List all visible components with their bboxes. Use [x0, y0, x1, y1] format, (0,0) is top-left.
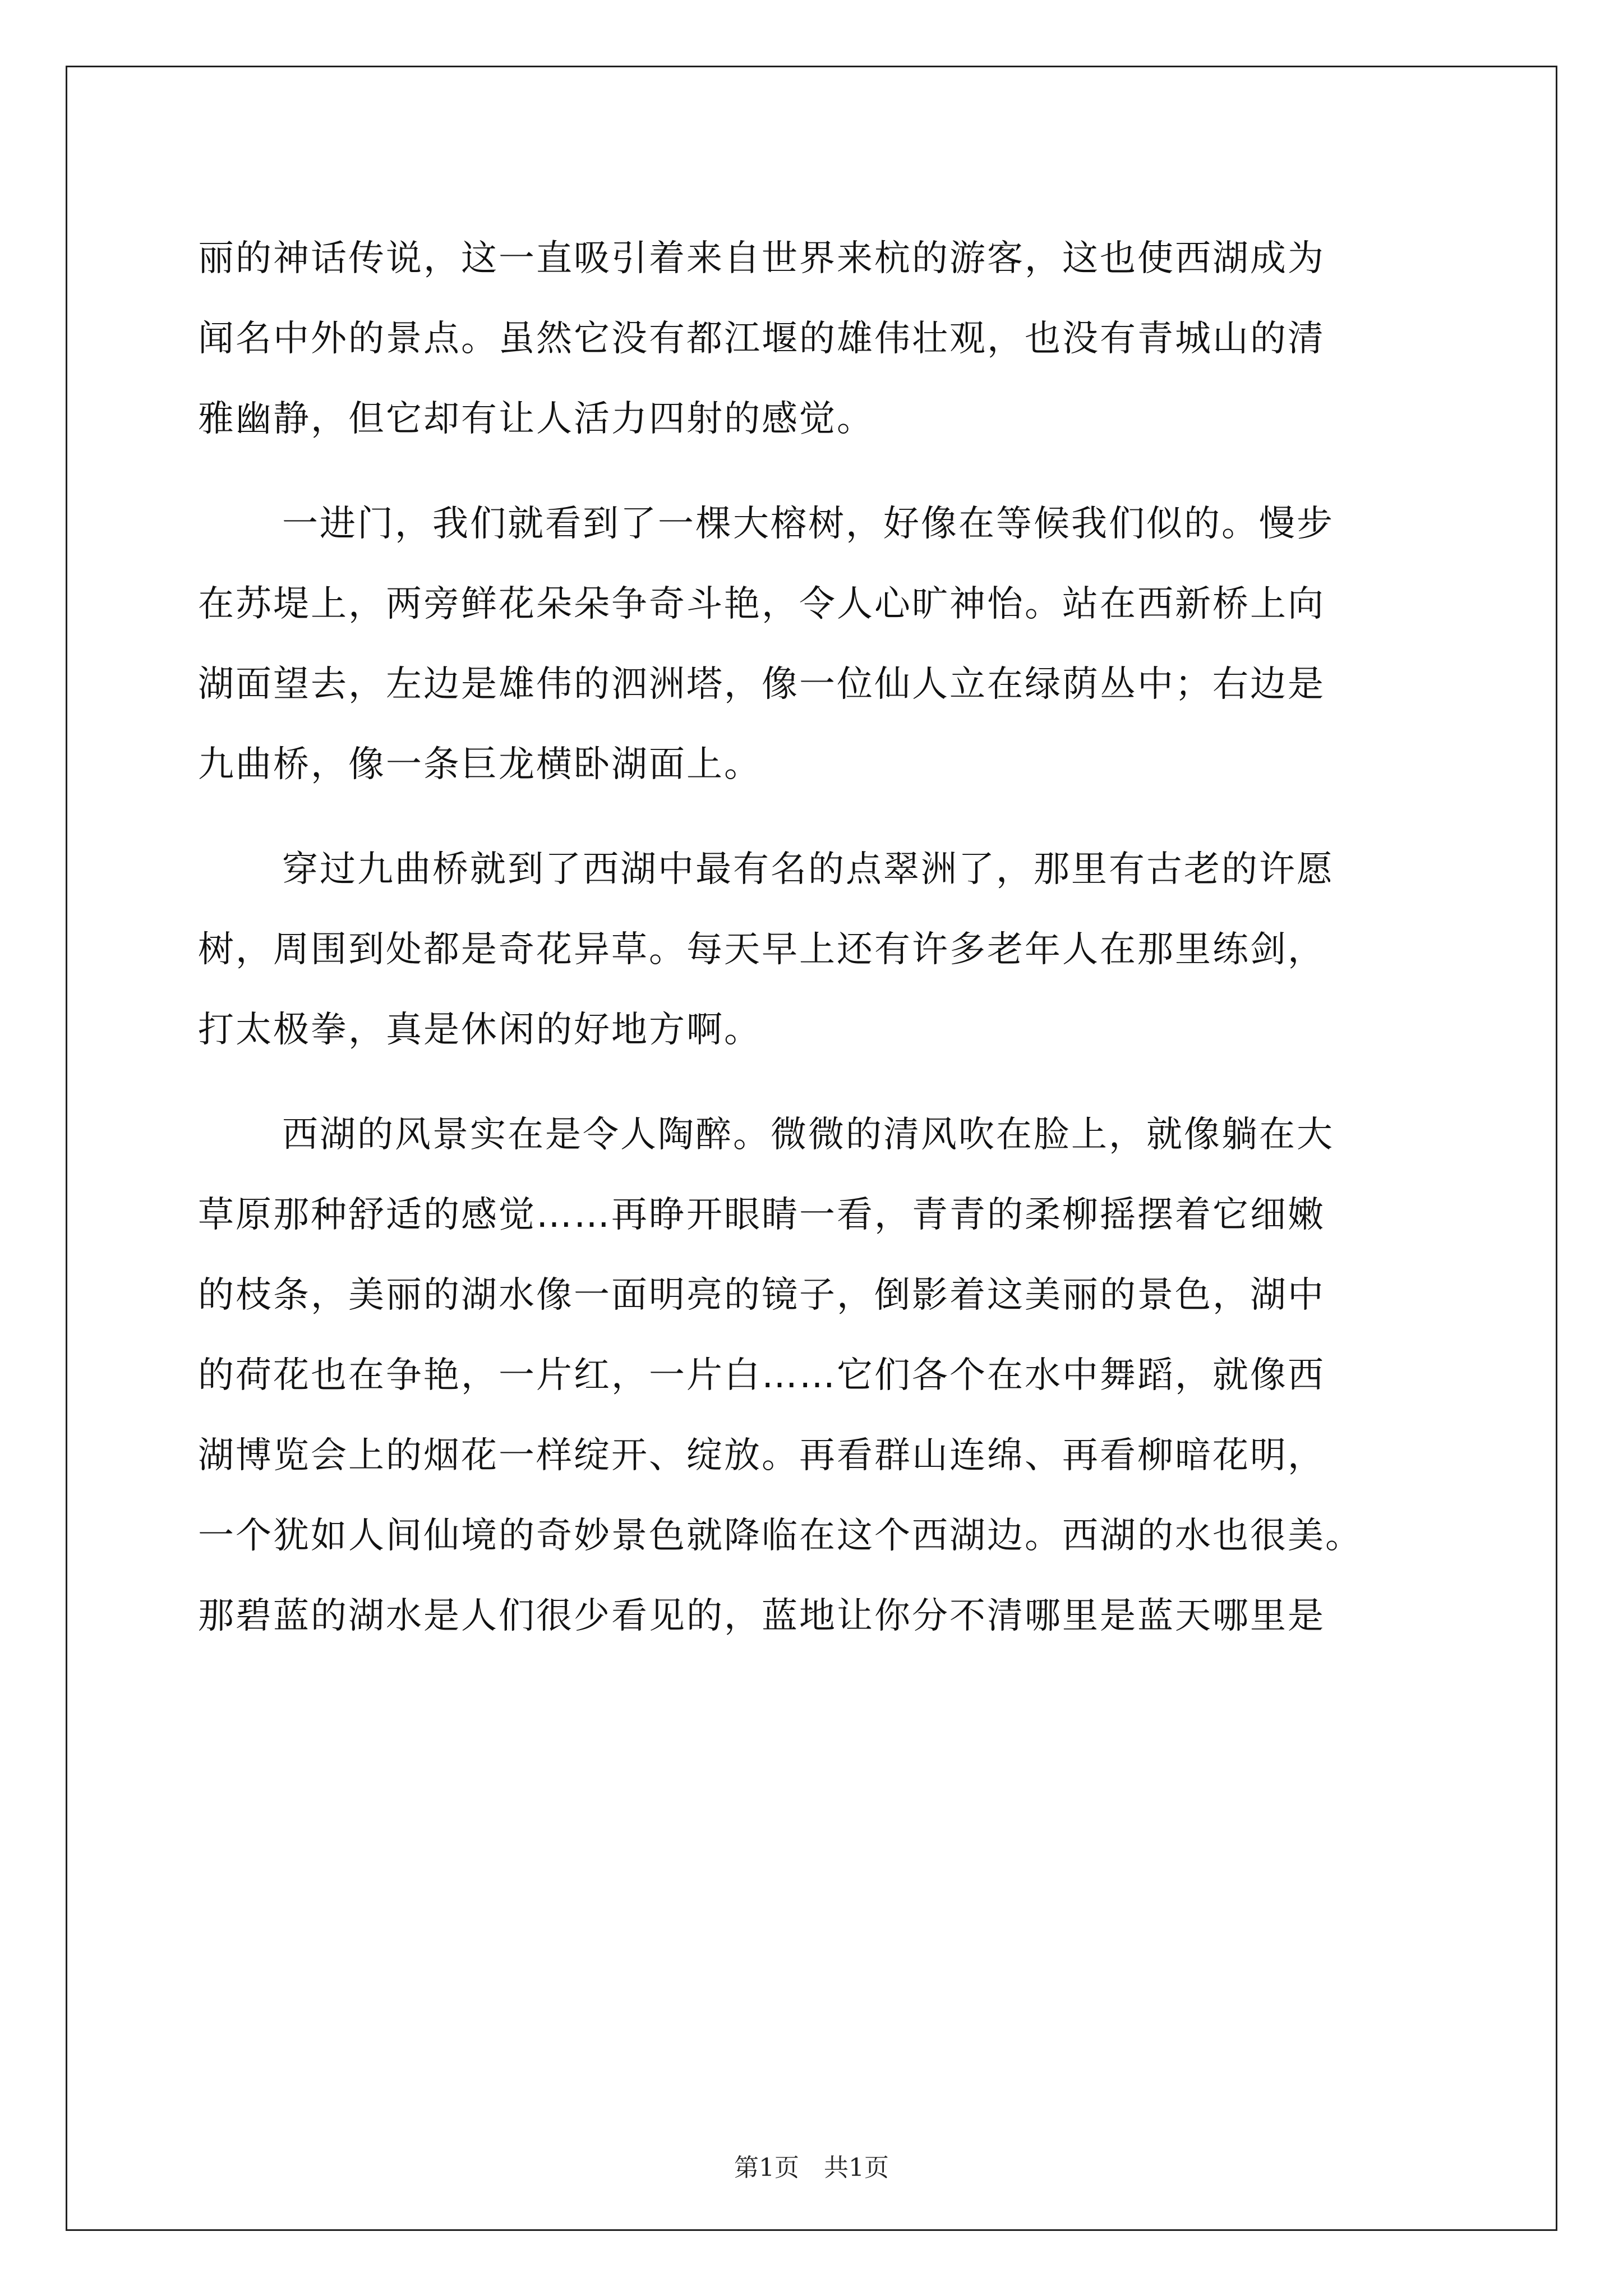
- text-line: 那碧蓝的湖水是人们很少看见的，蓝地让你分不清哪里是蓝天哪里是: [198, 1595, 1325, 1637]
- text-line: 一个犹如人间仙境的奇妙景色就降临在这个西湖边。西湖的水也很美。: [198, 1515, 1363, 1557]
- paragraph: [198, 1095, 1437, 1657]
- paragraph: [198, 219, 1437, 459]
- text-line: 雅幽静，但它却有让人活力四射的感觉。: [198, 398, 874, 440]
- text-line: 九曲桥，像一条巨龙横卧湖面上。: [198, 744, 762, 785]
- paragraph-gap: [198, 459, 1437, 484]
- text-line: 树，周围到处都是奇花异草。每天早上还有许多老年人在那里练剑，: [198, 929, 1325, 970]
- text-line: 湖博览会上的烟花一样绽开、绽放。再看群山连绵、再看柳暗花明，: [198, 1435, 1325, 1476]
- text-line: 草原那种舒适的感觉……再睁开眼睛一看，青青的柔柳摇摆着它细嫩: [198, 1194, 1325, 1236]
- paragraph-gap: [198, 1070, 1437, 1095]
- text-line: 的枝条，美丽的湖水像一面明亮的镜子，倒影着这美丽的景色，湖中: [198, 1274, 1325, 1316]
- text-line: 在苏堤上，两旁鲜花朵朵争奇斗艳，令人心旷神怡。站在西新桥上向: [198, 583, 1325, 625]
- text-line: 闻名中外的景点。虽然它没有都江堰的雄伟壮观，也没有青城山的清: [198, 318, 1325, 360]
- page-number-footer: 第1页 共1页: [734, 2154, 889, 2182]
- text-line: 穿过九曲桥就到了西湖中最有名的点翠洲了，那里有古老的许愿: [282, 849, 1334, 890]
- text-line: 西湖的风景实在是令人陶醉。微微的清风吹在脸上，就像躺在大: [282, 1114, 1334, 1156]
- text-line: 湖面望去，左边是雄伟的泗洲塔，像一位仙人立在绿荫丛中；右边是: [198, 664, 1325, 705]
- text-line: 一进门，我们就看到了一棵大榕树，好像在等候我们似的。慢步: [282, 503, 1334, 545]
- text-line: 丽的神话传说，这一直吸引着来自世界来杭的游客，这也使西湖成为: [198, 238, 1325, 279]
- paragraph-gap: [198, 805, 1437, 830]
- paragraph: [198, 830, 1437, 1070]
- text-line: 打太极拳，真是休闲的好地方啊。: [198, 1009, 762, 1051]
- paragraph: [198, 484, 1437, 805]
- document-body: [198, 219, 1437, 1657]
- text-line: 的荷花也在争艳，一片红，一片白……它们各个在水中舞蹈，就像西: [198, 1355, 1325, 1396]
